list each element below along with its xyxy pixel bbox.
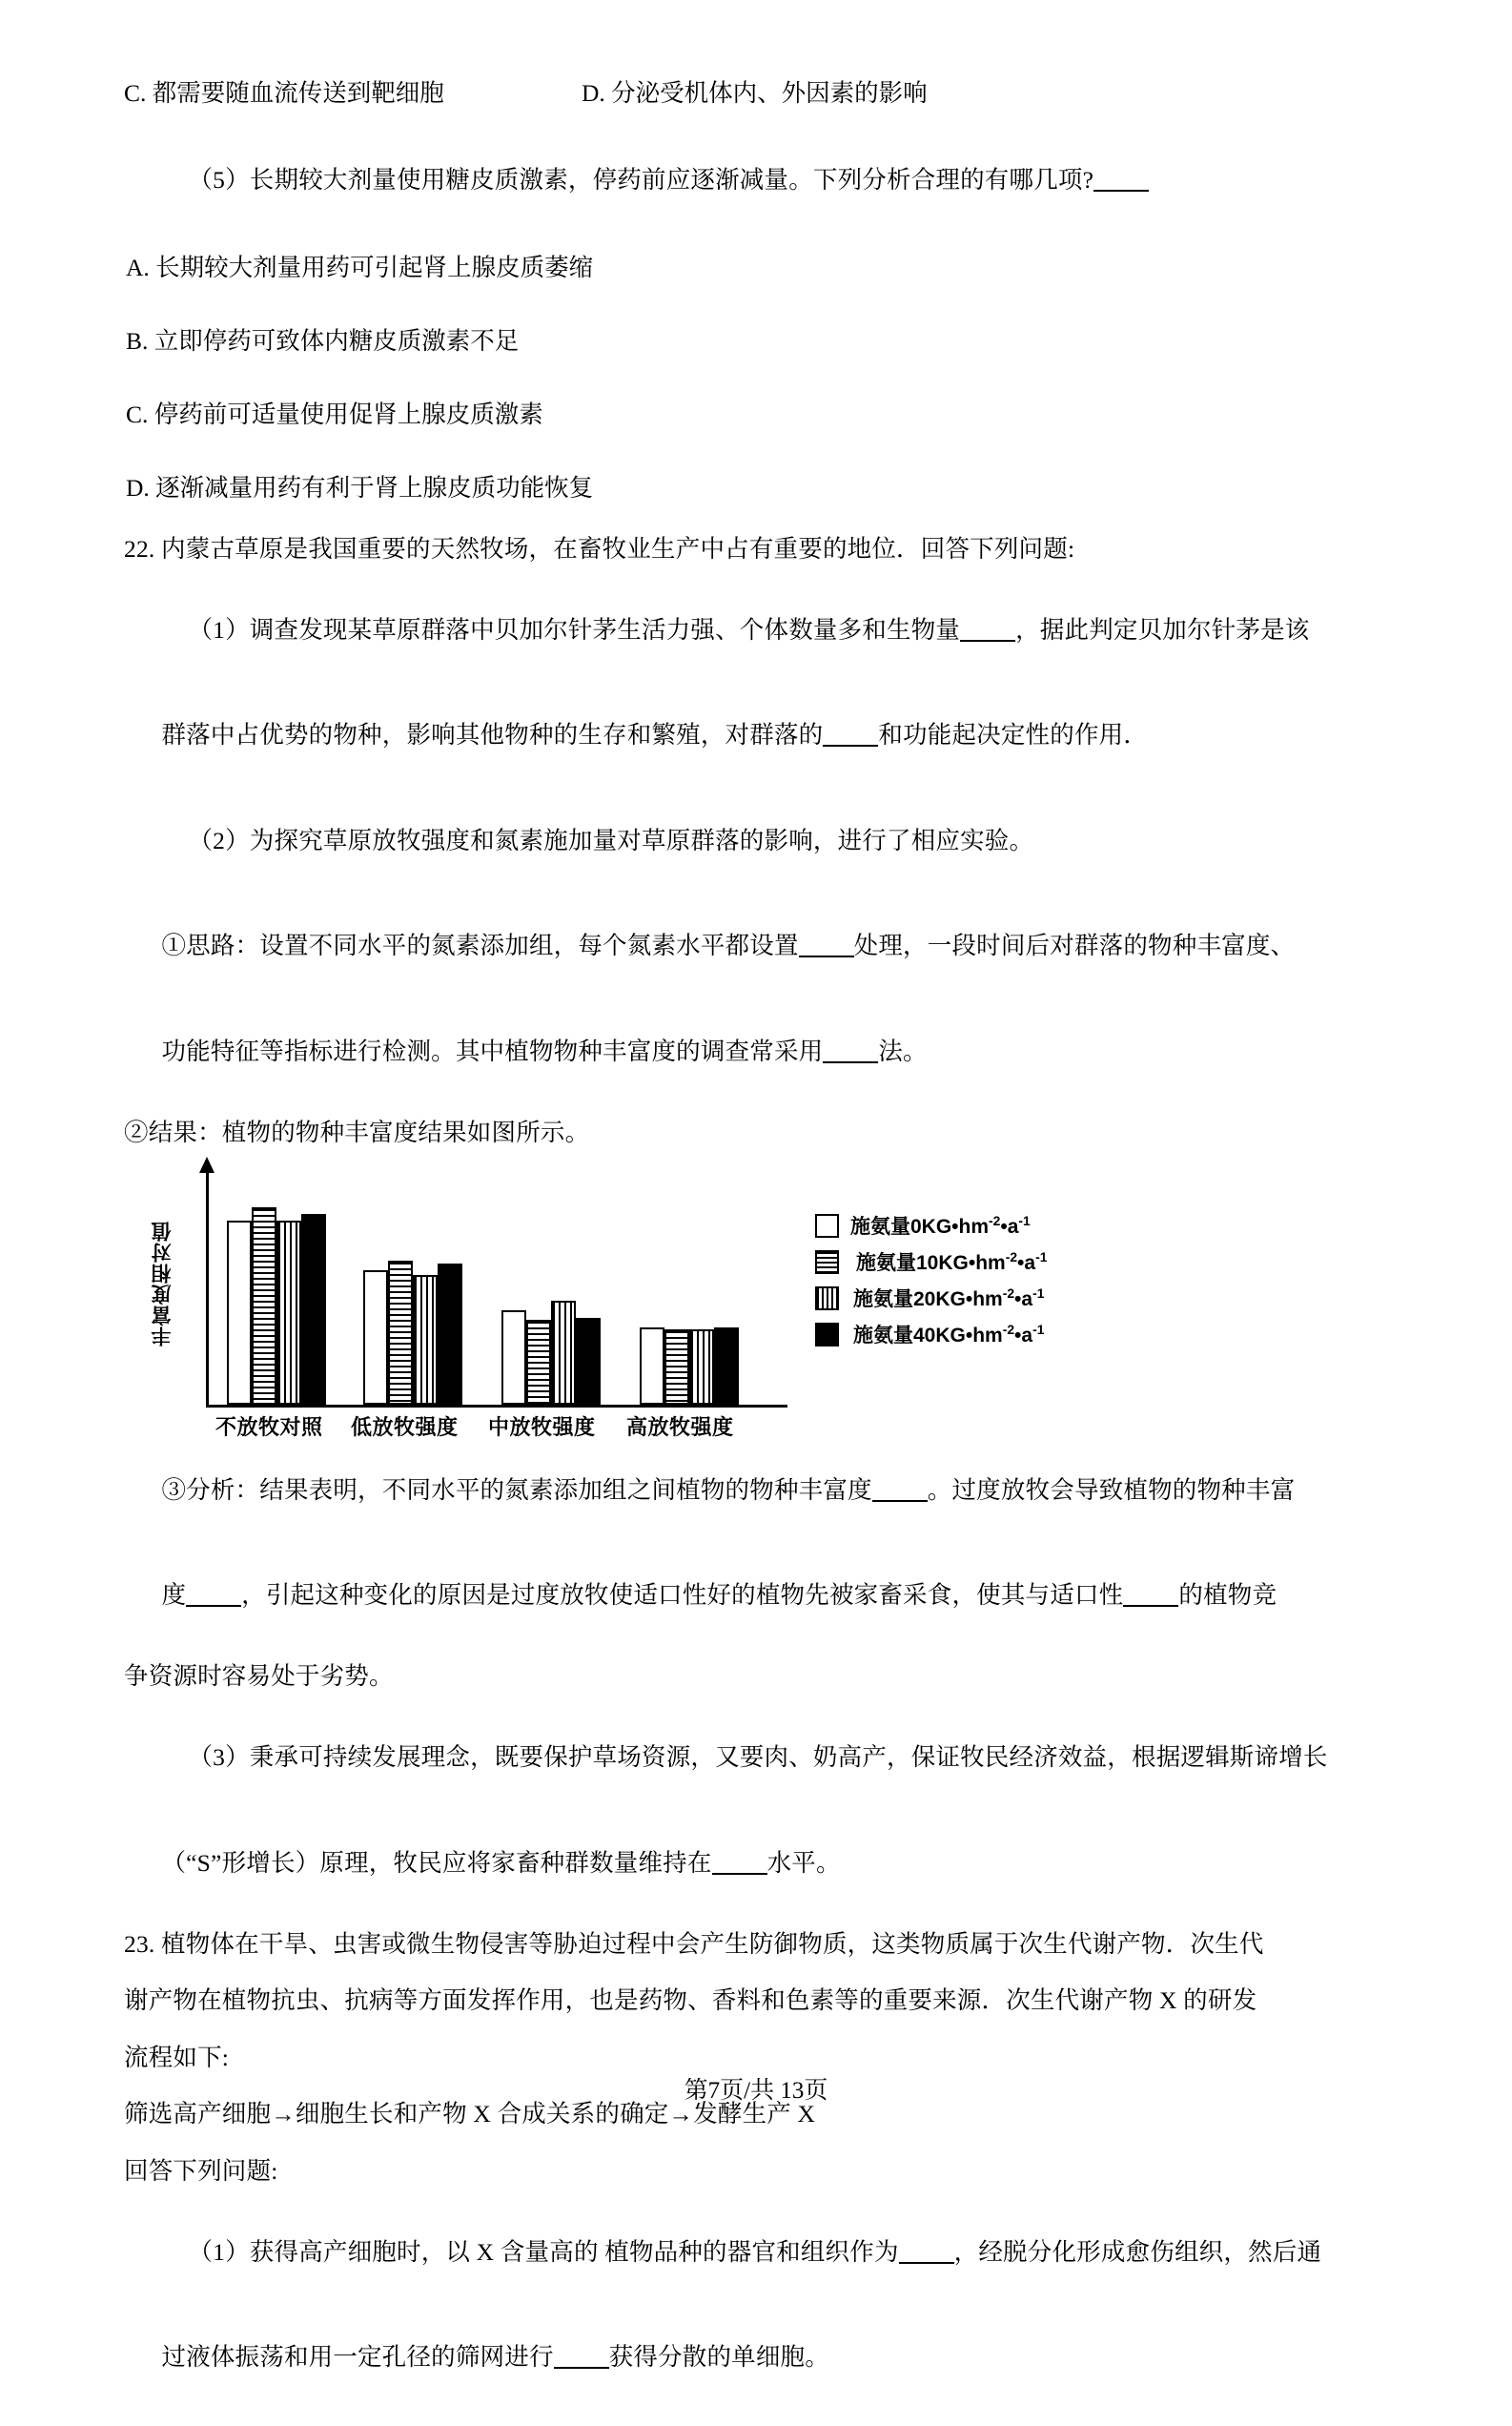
q21-sub5-prompt	[124, 143, 1382, 216]
q23-sub1-a: （1）获得高产细胞时，以 X 含量高的 植物品种的器官和组织作为	[188, 2237, 899, 2266]
q22-sub1-a: （1）调查发现某草原群落中贝加尔针茅生活力强、个体数量多和生物量	[188, 615, 961, 644]
legend-swatch	[815, 1214, 839, 1238]
q22-analysis-line2	[124, 1559, 1382, 1633]
legend-item	[815, 1211, 1216, 1240]
legend-item	[815, 1284, 1216, 1312]
bar	[363, 1270, 388, 1405]
q22-idea-a: ①思路：设置不同水平的氮素添加组，每个氮素水平都设置	[161, 932, 799, 959]
q23-stem-line2: 谢产物在植物抗虫、抗病等方面发挥作用，也是药物、香料和色素等的重要来源．次生代谢产物 X 的研发	[124, 1986, 1257, 2014]
q23-sub1-b: ，经脱分化形成愈伤组织，然后通	[953, 2237, 1322, 2266]
legend-item	[815, 1320, 1216, 1348]
legend-swatch	[815, 1323, 839, 1347]
bar	[413, 1275, 438, 1405]
q22-idea-line1	[124, 910, 1382, 983]
q23-sub1-line2	[124, 2321, 1382, 2395]
q21-option-a: A. 长期较大剂量用药可引起肾上腺皮质萎缩	[126, 253, 594, 281]
bar	[438, 1264, 462, 1405]
q23-sub1-d: 获得分散的单细胞。	[608, 2343, 829, 2371]
answer-blank[interactable]	[1093, 171, 1149, 192]
q23-flow-diagram: 筛选高产细胞→细胞生长和产物 X 合成关系的确定→发酵生产 X	[124, 2100, 816, 2128]
q22-analysis-a: ③分析：结果表明，不同水平的氮素添加组之间植物的物种丰富度	[161, 1475, 872, 1504]
legend-label: 施氨量$20KG•hm^{-2}•a^{-1}$	[853, 1285, 1045, 1310]
answer-blank[interactable]	[1123, 1586, 1178, 1607]
q22-sub3-b: （“S”形增长）原理，牧民应将家畜种群数量维持在	[161, 1848, 712, 1877]
q22-idea-c: 功能特征等指标进行检测。其中植物物种丰富度的调查常采用	[161, 1037, 824, 1065]
bar	[640, 1327, 664, 1406]
bar	[714, 1327, 739, 1406]
q22-sub3-line2	[124, 1826, 1382, 1900]
bar	[227, 1221, 252, 1405]
option-row-cd	[124, 74, 1382, 109]
bar-group	[227, 1207, 326, 1405]
q22-idea-line2	[124, 1015, 1382, 1088]
chart-plot-area	[152, 1162, 801, 1439]
answer-blank[interactable]	[823, 1042, 878, 1063]
bar	[388, 1261, 413, 1405]
q22-sub3-line1	[124, 1721, 1382, 1795]
option-d: D. 分泌受机体内、外因素的影响	[582, 79, 928, 107]
legend-item	[815, 1247, 1216, 1276]
answer-blank[interactable]	[823, 726, 878, 747]
answer-blank[interactable]	[899, 2243, 954, 2264]
bar	[689, 1329, 714, 1405]
page-footer: 第7页/共 13页	[684, 2078, 828, 2104]
q22-sub1	[124, 593, 1382, 667]
q22-result: ②结果：植物的物种丰富度结果如图所示。	[124, 1118, 590, 1146]
bar	[576, 1318, 601, 1405]
q22-sub3-a: （3）秉承可持续发展理念，既要保护草场资源，又要肉、奶高产，保证牧民经济效益，根据逻辑斯谛增长	[188, 1743, 1328, 1771]
q22-sub1-c: 群落中占优势的物种，影响其他物种的生存和繁殖，对群落的	[161, 721, 824, 749]
q21-option-d: D. 逐渐减量用药有利于肾上腺皮质功能恢复	[126, 473, 594, 502]
x-axis-line	[206, 1405, 787, 1408]
bar-group	[501, 1301, 601, 1405]
q22-analysis-d: ，引起这种变化的原因是过度放牧使适口性好的植物先被家畜采食，使其与适口性	[241, 1581, 1124, 1609]
q22-sub3-c: 水平。	[766, 1848, 841, 1877]
bar	[664, 1329, 689, 1405]
answer-blank[interactable]	[960, 621, 1015, 642]
bar	[526, 1320, 551, 1405]
legend-label: 施氨量$40KG•hm^{-2}•a^{-1}$	[853, 1322, 1045, 1347]
q21-sub5-text: （5）长期较大剂量使用糖皮质激素，停药前应逐渐减量。下列分析合理的有哪几项?	[188, 165, 1094, 194]
q22-idea-d: 法。	[878, 1037, 928, 1065]
q23-stem-line1: 23. 植物体在干旱、虫害或微生物侵害等胁迫过程中会产生防御物质，这类物质属于次生代谢产物．次生代	[124, 1929, 1264, 1958]
y-axis-label: 丰富度相对值	[152, 1221, 174, 1347]
x-axis-label: 低放牧强度	[351, 1415, 459, 1439]
q23-answer-prompt: 回答下列问题:	[124, 2156, 278, 2185]
answer-blank[interactable]	[799, 936, 854, 957]
bar	[276, 1221, 301, 1405]
x-axis-label: 不放牧对照	[215, 1415, 323, 1439]
x-axis-label: 高放牧强度	[626, 1415, 734, 1439]
x-axis-tick-labels	[206, 1411, 816, 1449]
answer-blank[interactable]	[186, 1586, 241, 1607]
q23-stem-line3: 流程如下:	[124, 2043, 230, 2071]
q22-sub1-d: 和功能起决定性的作用．	[878, 721, 1149, 749]
q22-analysis-e: 的植物竞	[1178, 1581, 1277, 1609]
q22-analysis-line1	[124, 1453, 1382, 1527]
bar	[301, 1214, 326, 1405]
species-richness-bar-chart	[124, 1162, 1230, 1448]
q21-option-b: B. 立即停药可致体内糖皮质激素不足	[126, 326, 520, 355]
q22-sub2-text: （2）为探究草原放牧强度和氮素施加量对草原群落的影响，进行了相应实验。	[188, 826, 1034, 854]
answer-blank[interactable]	[872, 1481, 928, 1502]
q22-sub2	[124, 804, 1382, 877]
q22-sub1-b: ，据此判定贝加尔针茅是该	[1015, 615, 1310, 644]
bar-groups	[206, 1169, 787, 1405]
bar	[252, 1207, 276, 1405]
q22-sub1-cont	[124, 699, 1382, 772]
q21-option-c: C. 停药前可适量使用促肾上腺皮质激素	[126, 400, 543, 428]
bar-group	[363, 1261, 462, 1405]
legend-swatch	[815, 1250, 839, 1274]
q22-stem: 22. 内蒙古草原是我国重要的天然牧场，在畜牧业生产中占有重要的地位．回答下列问题:	[124, 534, 1075, 563]
q22-analysis-line3: 争资源时容易处于劣势。	[124, 1662, 394, 1690]
x-axis-label: 中放牧强度	[488, 1415, 596, 1439]
legend-label: 施氨量$10KG•hm^{-2}•a^{-1}$	[856, 1249, 1048, 1274]
q22-analysis-c: 度	[161, 1581, 187, 1609]
q23-sub1-line1	[124, 2215, 1382, 2289]
answer-blank[interactable]	[554, 2348, 609, 2369]
q22-idea-b: 处理，一段时间后对群落的物种丰富度、	[853, 932, 1296, 959]
q22-analysis-b: 。过度放牧会导致植物的物种丰富	[927, 1475, 1296, 1504]
bar	[551, 1301, 576, 1405]
bar	[501, 1310, 526, 1405]
option-c: C. 都需要随血流传送到靶细胞	[124, 79, 444, 107]
legend-swatch	[815, 1286, 839, 1310]
legend-label: 施氨量$0KG•hm^{-2}•a^{-1}$	[850, 1213, 1031, 1238]
answer-blank[interactable]	[712, 1854, 767, 1875]
chart-legend	[815, 1211, 1216, 1356]
q23-sub1-c: 过液体振荡和用一定孔径的筛网进行	[161, 2343, 554, 2371]
bar-group	[640, 1327, 739, 1406]
